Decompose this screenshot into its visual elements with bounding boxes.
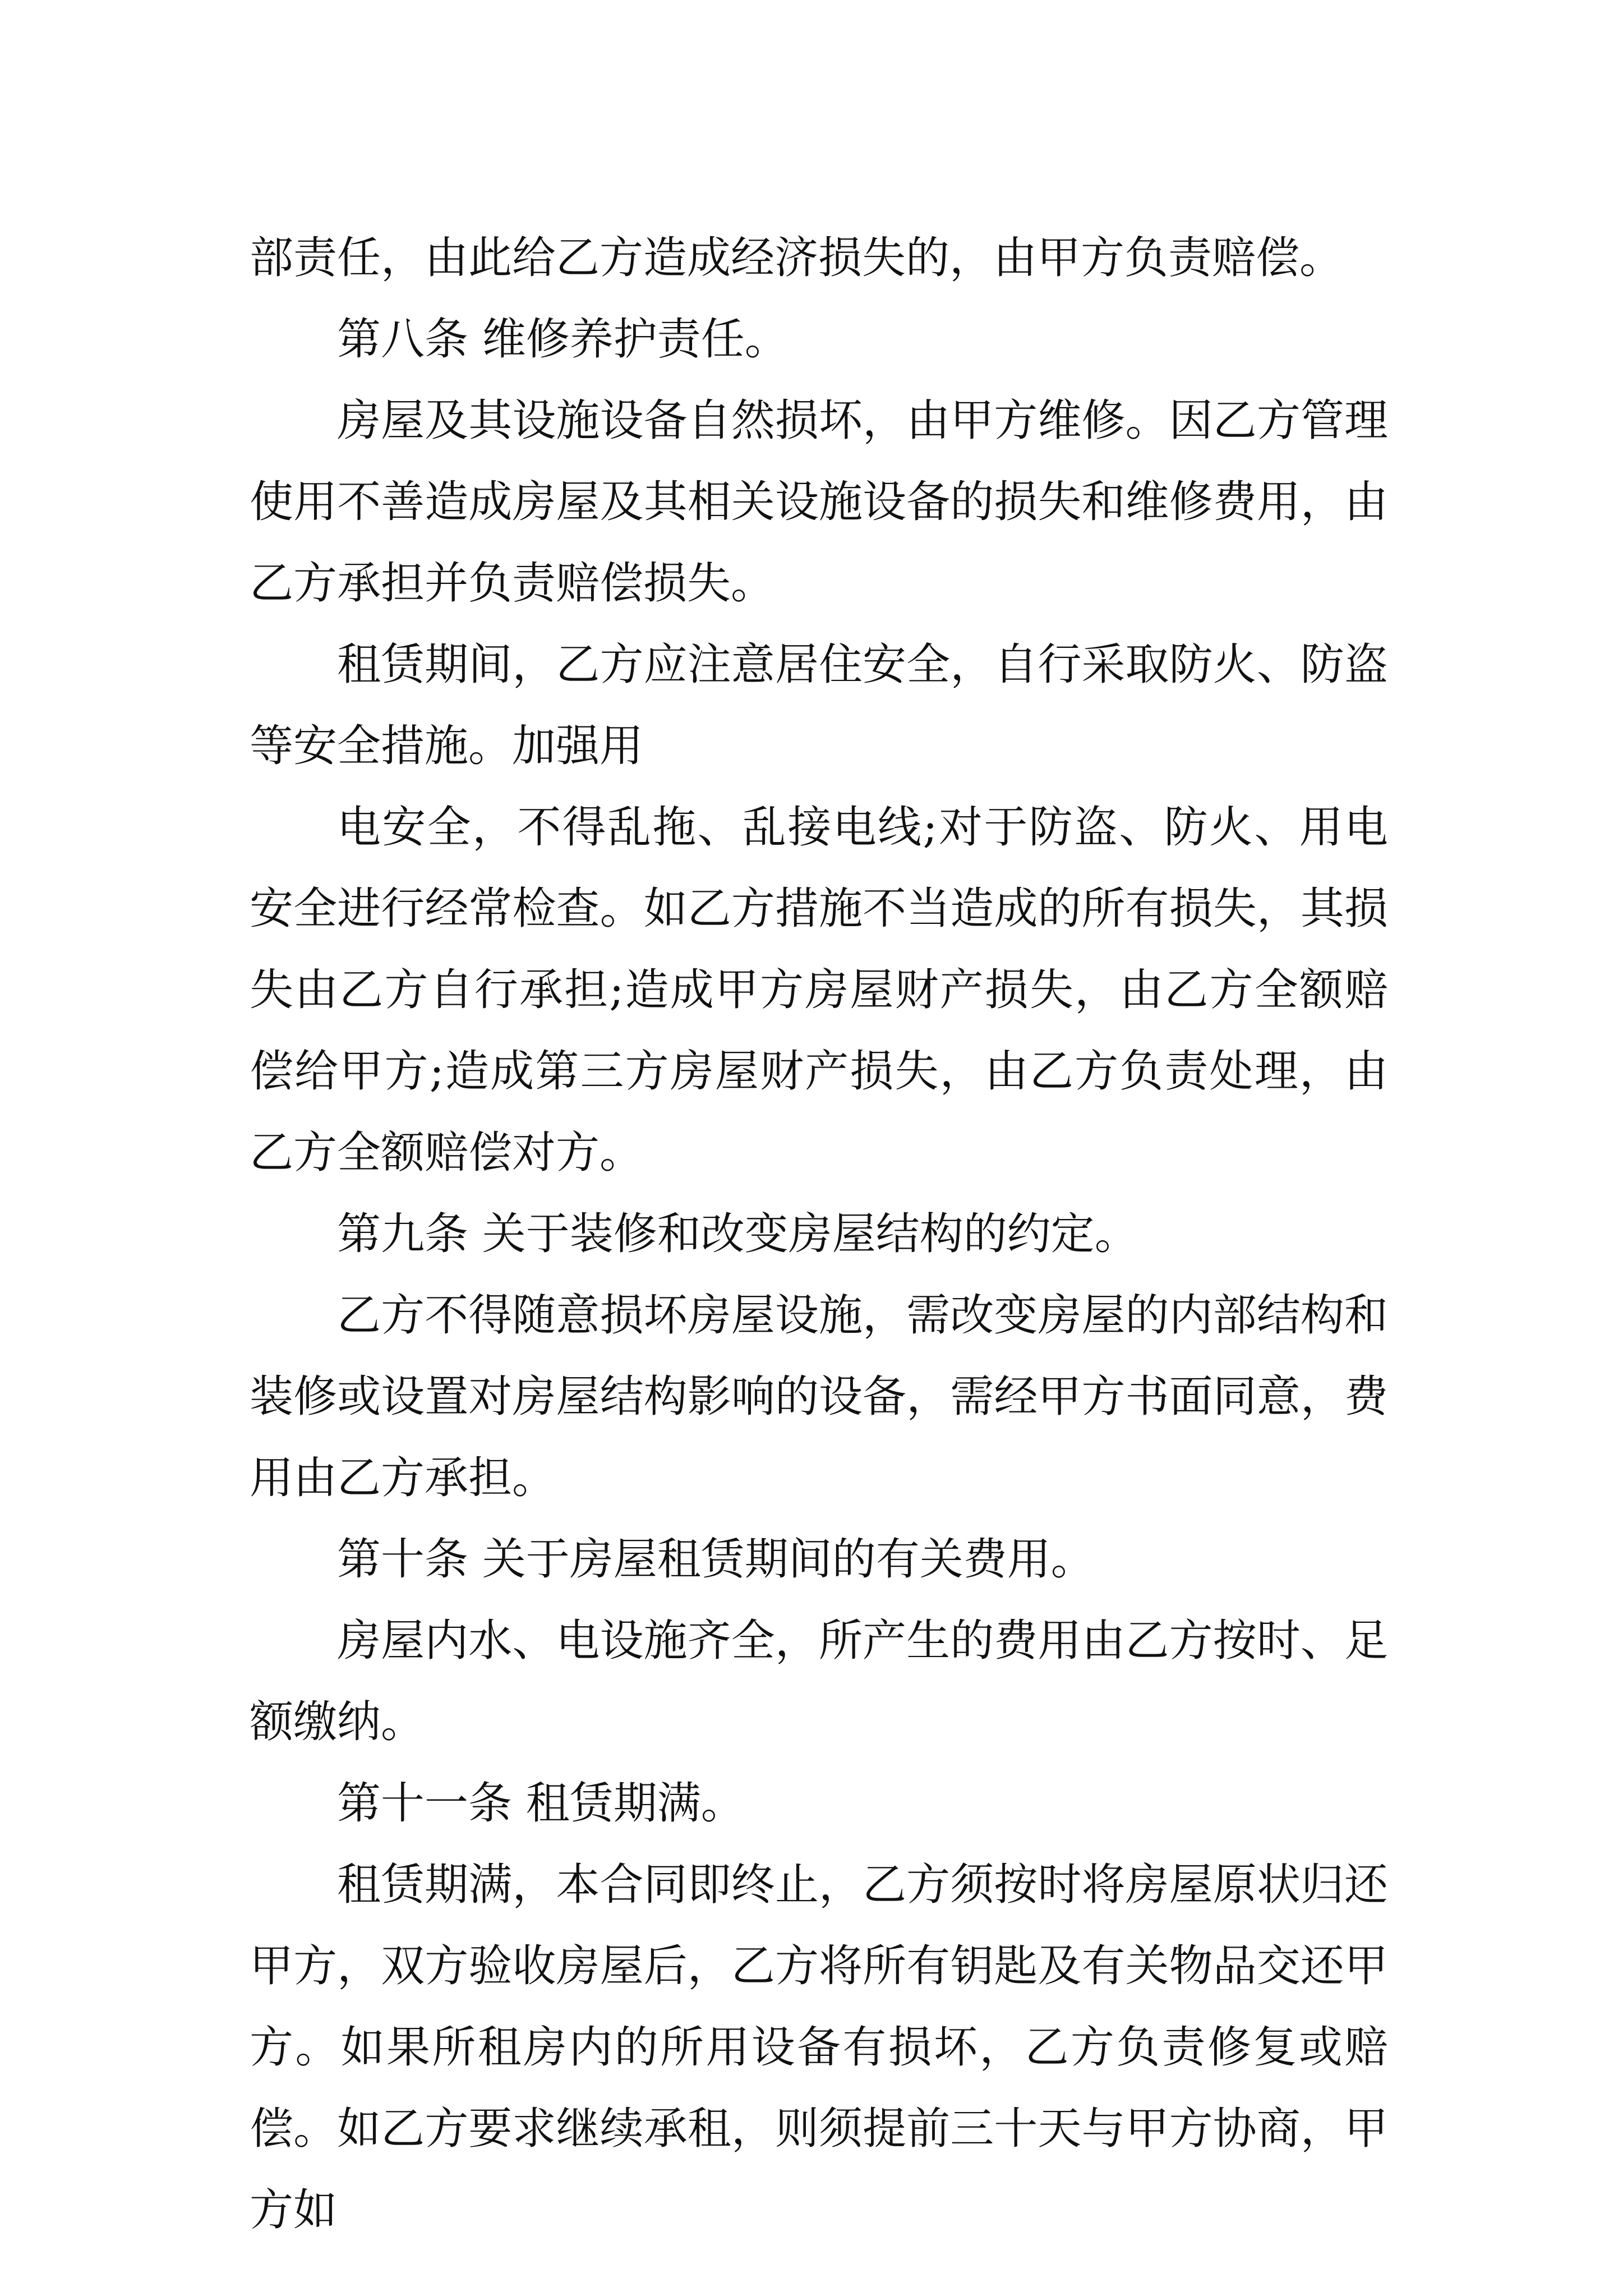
article-9-paragraph: 乙方不得随意损坏房屋设施，需改变房屋的内部结构和装修或设置对房屋结构影响的设备，需经甲方书面同意，费用由乙方承担。 bbox=[250, 1290, 1388, 1503]
contract-body bbox=[250, 218, 1388, 2251]
article-10-heading: 第十条 关于房屋租赁期间的有关费用。 bbox=[337, 1534, 1095, 1585]
article-8-heading: 第八条 维修养护责任。 bbox=[337, 314, 789, 365]
article-10-paragraph: 房屋内水、电设施齐全，所产生的费用由乙方按时、足额缴纳。 bbox=[250, 1616, 1388, 1747]
article-8-paragraph-2: 租赁期间，乙方应注意居住安全，自行采取防火、防盗等安全措施。加强用 bbox=[250, 639, 1388, 771]
article-8-paragraph-1: 房屋及其设施设备自然损坏，由甲方维修。因乙方管理使用不善造成房屋及其相关设施设备的损失和维修费用，由乙方承担并负责赔偿损失。 bbox=[250, 395, 1388, 609]
article-9-heading: 第九条 关于装修和改变房屋结构的约定。 bbox=[337, 1209, 1138, 1259]
article-11-heading: 第十一条 租赁期满。 bbox=[337, 1778, 745, 1829]
article-8-paragraph-3: 电安全，不得乱拖、乱接电线;对于防盗、防火、用电安全进行经常检查。如乙方措施不当造成的所有损失，其损失由乙方自行承担;造成甲方房屋财产损失，由乙方全额赔偿给甲方;造成第三方房屋财产损失，由乙方负责处理，由乙方全额赔偿对方。 bbox=[250, 802, 1388, 1178]
article-11-paragraph: 租赁期满，本合同即终止，乙方须按时将房屋原状归还甲方，双方验收房屋后，乙方将所有钥匙及有关物品交还甲方。如果所租房内的所用设备有损坏，乙方负责修复或赔偿。如乙方要求继续承租，则须提前三十天与甲方协商，甲方如 bbox=[250, 1860, 1388, 2235]
paragraph-continuation: 部责任，由此给乙方造成经济损失的，由甲方负责赔偿。 bbox=[250, 233, 1344, 283]
